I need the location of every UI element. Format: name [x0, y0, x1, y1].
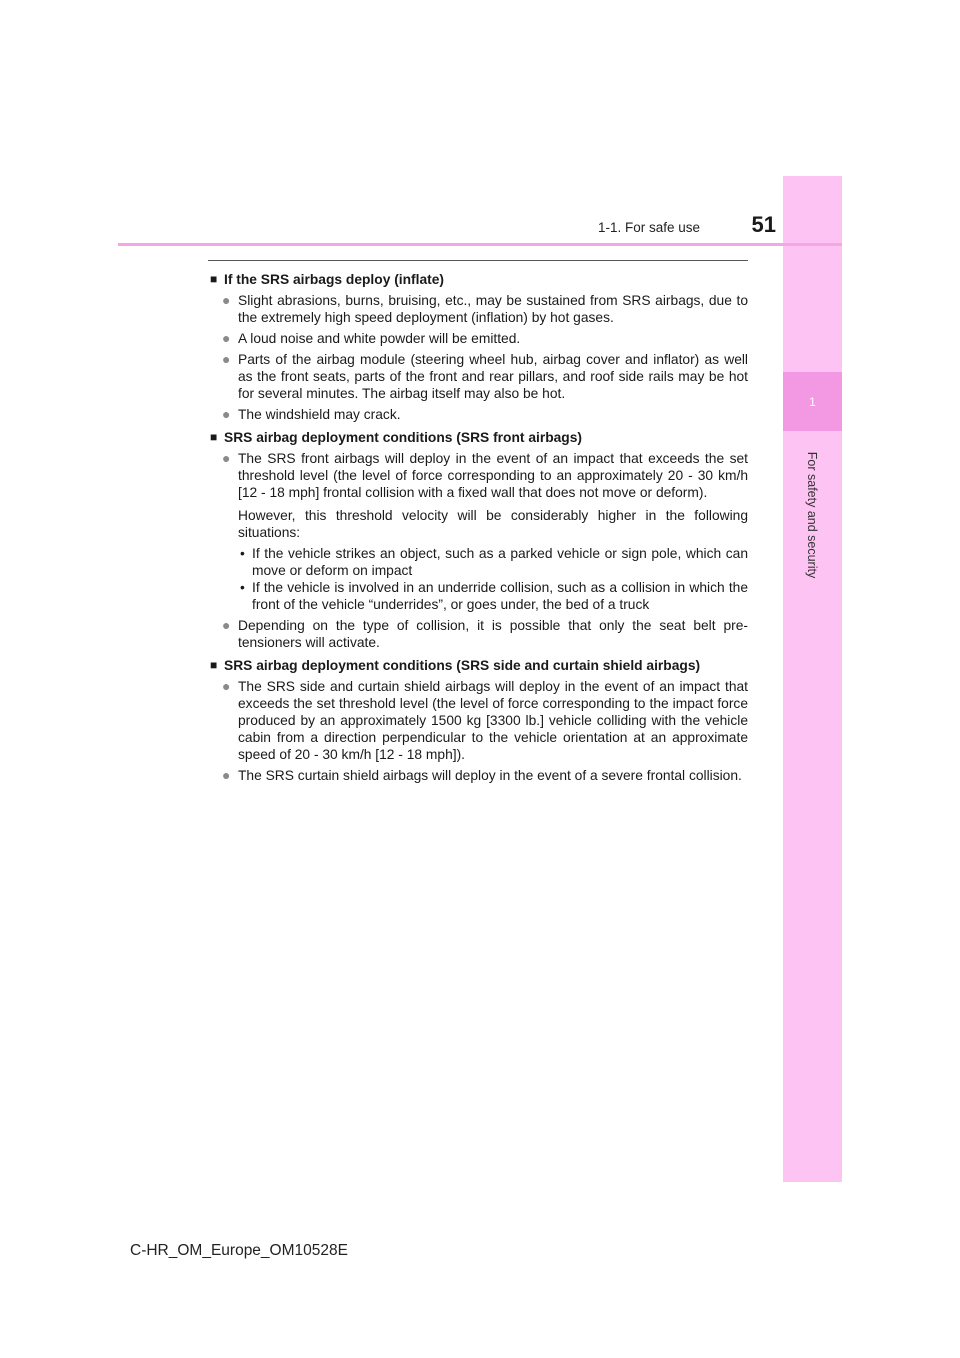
- page-number: 51: [751, 212, 776, 237]
- list-item-text: Slight abrasions, burns, bruising, etc., may be sustained from SRS airbags, due to the extremely high speed deployment (inflation) by hot gases.: [238, 293, 748, 325]
- section-marker-icon: ■: [210, 430, 218, 444]
- list-item-text: Parts of the airbag module (steering wheel hub, airbag cover and inflator) as well as the front seats, parts of the front and rear pillars, and roof side rails may be hot for several minutes. The airbag itself may also be hot.: [238, 352, 748, 401]
- bullet-icon: ●: [222, 678, 231, 694]
- section-marker-icon: ■: [210, 658, 218, 672]
- bullet-icon: ●: [222, 450, 231, 466]
- section-title: [210, 429, 748, 446]
- section-title-text: SRS airbag deployment conditions (SRS front airbags): [224, 430, 582, 445]
- sub-list-item: [210, 579, 748, 613]
- sub-list-item-text: If the vehicle is involved in an underride collision, such as a collision in which the front of the vehicle “underrides”, or goes under, the bed of a truck: [252, 580, 748, 612]
- chapter-number: 1: [809, 394, 816, 409]
- bullet-icon: ●: [222, 617, 231, 633]
- list-item: [210, 617, 748, 651]
- section-title-text: SRS airbag deployment conditions (SRS side and curtain shield airbags): [224, 658, 701, 673]
- list-item: [210, 406, 748, 423]
- list-item-text: The windshield may crack.: [238, 407, 401, 422]
- bullet-icon: ●: [222, 767, 231, 783]
- sub-bullet-icon: •: [240, 580, 245, 595]
- chapter-label-text: For safety and security: [805, 451, 820, 579]
- chapter-tab[interactable]: [783, 372, 842, 431]
- list-item-text: The SRS curtain shield airbags will deploy in the event of a severe frontal collision.: [238, 768, 742, 783]
- sub-bullet-icon: •: [240, 546, 245, 561]
- bullet-icon: ●: [222, 330, 231, 346]
- chapter-label: [783, 440, 842, 590]
- list-item-text: Depending on the type of collision, it is possible that only the seat belt pre-tensioners will activate.: [238, 618, 748, 650]
- list-item-text: A loud noise and white powder will be emitted.: [238, 331, 521, 346]
- list-item: [210, 678, 748, 763]
- sub-list-item: [210, 545, 748, 579]
- sub-list-item-text: If the vehicle strikes an object, such as a parked vehicle or sign pole, which can move or deform on impact: [252, 546, 748, 578]
- header-section: 1-1. For safe use: [597, 220, 700, 235]
- bullet-icon: ●: [222, 351, 231, 367]
- list-item: [210, 292, 748, 326]
- list-item: [210, 330, 748, 347]
- bullet-icon: ●: [222, 406, 231, 422]
- list-item: [210, 767, 748, 784]
- content-rule: [208, 260, 748, 261]
- list-item-text: The SRS side and curtain shield airbags will deploy in the event of an impact that exceeds the set threshold level (the level of force corresponding to the impact force produced by an approximately 1500 kg [3300 lb.] vehicle colliding with the vehicle cabin from a direction perpendicular to the vehicle orientation at an approximate speed of 20 - 30 km/h [12 - 18 mph]).: [238, 679, 748, 762]
- bullet-icon: ●: [222, 292, 231, 308]
- list-item: [210, 450, 748, 501]
- section-title: [210, 657, 748, 674]
- list-item-text: The SRS front airbags will deploy in the event of an impact that exceeds the set threshold level (the level of force corresponding to an approximately 20 - 30 km/h [12 - 18 mph] frontal collision with a fixed wall that does not move or deform).: [238, 451, 748, 500]
- note-text: However, this threshold velocity will be considerably higher in the following situations:: [238, 508, 748, 540]
- section-title: [210, 271, 748, 288]
- page-content: [210, 265, 748, 784]
- footer-doc-code: C-HR_OM_Europe_OM10528E: [130, 1242, 348, 1259]
- header-line: [118, 243, 842, 246]
- list-item: [210, 351, 748, 402]
- section-marker-icon: ■: [210, 272, 218, 286]
- section-title-text: If the SRS airbags deploy (inflate): [224, 272, 445, 287]
- chapter-side-band: [783, 176, 842, 1182]
